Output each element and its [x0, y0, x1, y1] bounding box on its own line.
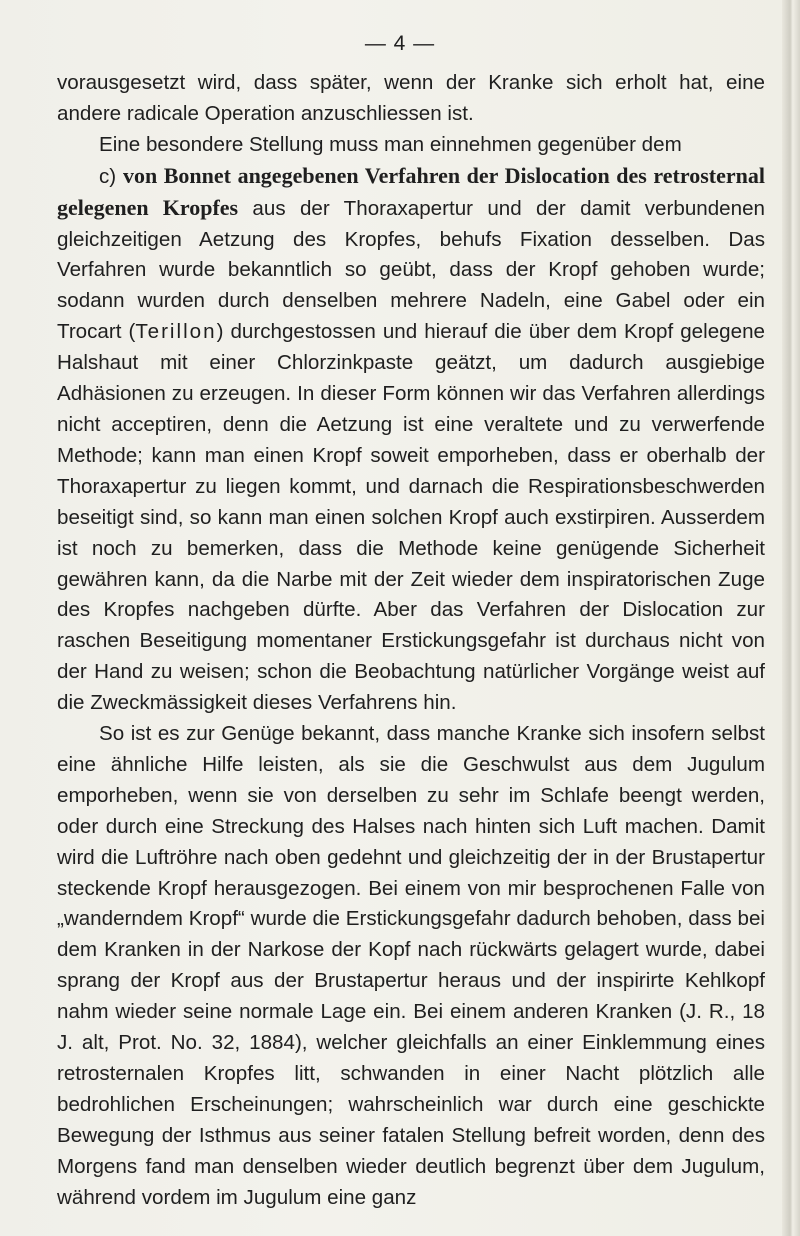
paragraph-4: So ist es zur Genüge bekannt, dass manche Kranke sich insofern selbst eine ähnliche Hilfe leisten, als sie die Geschwulst aus dem Jugulum emporheben, wenn sie von derselben zu sehr im Schlafe beengt werden, oder durch eine Streckung des Halses nach hinten sich Luft machen. Damit wird die Luftröhre nach oben gedehnt und gleichzeitig der in der Brustapertur steckende Kropf herausgezogen. Bei einem von mir besprochenen Falle von „wanderndem Kropf“ wurde die Erstickungsgefahr dadurch behoben, dass bei dem Kranken in der Narkose der Kopf nach rückwärts gelagert wurde, dabei sprang der Kropf aus der Brustapertur heraus und der inspirirte Kehlkopf nahm wieder seine normale Lage ein. Bei einem anderen Kranken (J. R., 18 J. alt, Prot. No. 32, 1884), welcher gleichfalls an einer Einklemmung eines retrosternalen Kropfes litt, schwanden in einer Nacht plötzlich alle bedrohlichen Erscheinungen; wahrscheinlich war durch eine geschickte Bewegung der Isthmus aus seiner fatalen Stellung befreit worden, denn des Morgens fand man denselben wieder deutlich begrenzt über dem Jugulum, während vordem im Jugulum eine ganz	[57, 722, 765, 1209]
paragraph-3-text-a: aus der Thoraxapertur und der damit verbundenen gleichzeitigen Aetzung des Kropfes, behufs Fixation desselben. Das Verfahren wurde bekanntlich so geübt, dass der Kropf gehoben wurde; sodann wurden durch denselben mehrere Nadeln, eine Gabel oder ein Trocart (	[57, 196, 765, 344]
paragraph-1: vorausgesetzt wird, dass später, wenn der Kranke sich erholt hat, eine andere radicale Operation anzuschliessen ist.	[57, 71, 765, 125]
page-edge	[782, 0, 800, 1236]
section-heading: von Bonnet angegebenen Verfahren der Dislocation des retrosternal gelegenen Kropfes	[57, 162, 765, 220]
page-number: — 4 —	[364, 32, 436, 55]
list-marker: c)	[99, 164, 123, 188]
paragraph-3	[57, 161, 765, 719]
author-name: Terillon	[135, 320, 217, 344]
paragraph-3-text-b: ) durchgestossen und hierauf die über dem Kropf gelegene Halshaut mit einer Chlorzinkpaste geätzt, um dadurch ausgiebige Adhäsionen zu erzeugen. In dieser Form können wir das Verfahren allerdings nicht acceptiren, denn die Aetzung ist eine veraltete und zu verwerfende Methode; kann man einen Kropf soweit emporheben, dass er oberhalb der Thoraxapertur zu liegen kommt, und darnach die Respirationsbeschwerden beseitigt sind, so kann man einen solchen Kropf auch exstirpiren. Ausserdem ist noch zu bemerken, dass die Methode keine genügende Sicherheit gewähren kann, da die Narbe mit der Zeit wieder dem inspiratorischen Zuge des Kropfes nachgeben dürfte. Aber das Verfahren der Dislocation zur raschen Beseitigung momentaner Erstickungsgefahr ist durchaus nicht von der Hand zu weisen; schon die Beobachtung natürlicher Vorgänge weist auf die Zweckmässigkeit dieses Verfahrens hin.	[57, 320, 765, 715]
body-text	[57, 68, 765, 1214]
paragraph-2: Eine besondere Stellung muss man einnehmen gegenüber dem	[99, 132, 682, 156]
